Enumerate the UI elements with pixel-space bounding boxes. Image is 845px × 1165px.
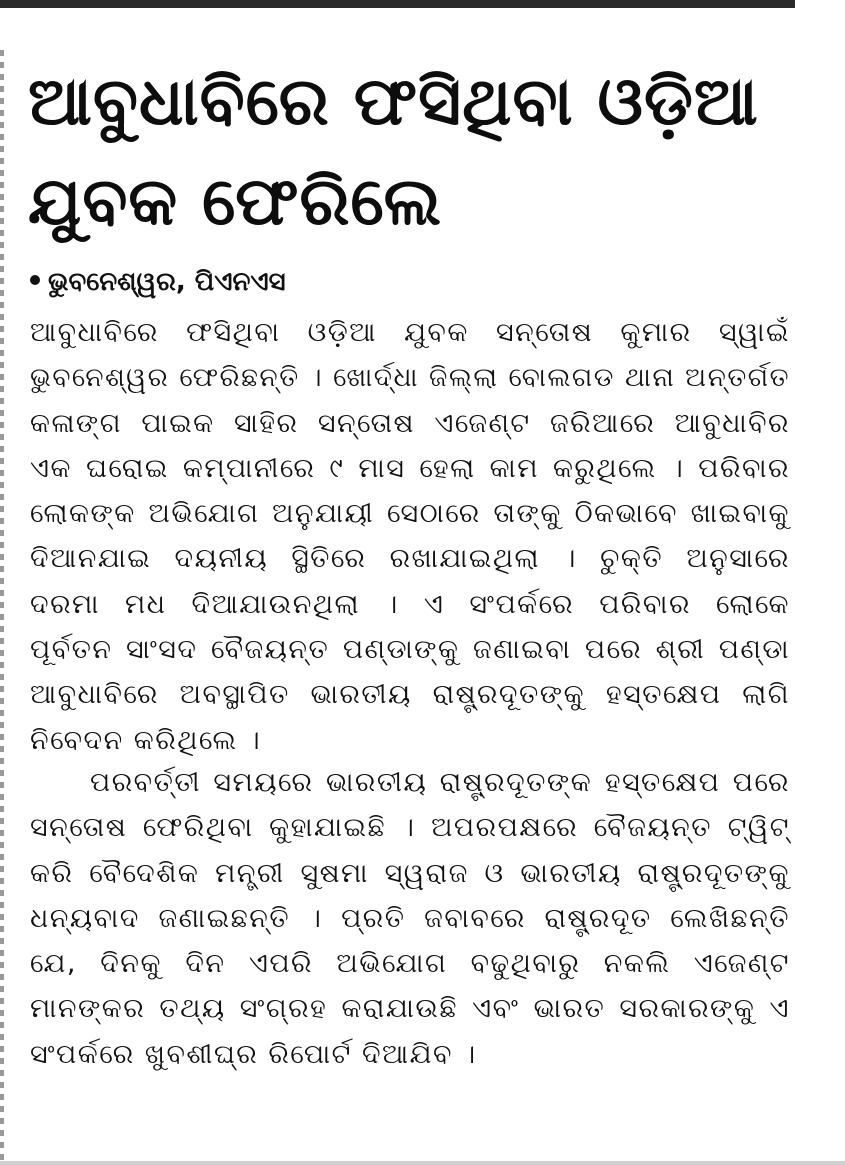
text-line: କରି ବୈଦେଶିକ ମନ୍ତ୍ରୀ ସୁଷମା ସ୍ୱରାଜ ଓ ଭାରତୀୟ ରାଷ୍ଟ୍ରଦୂତଙ୍କୁ [30,857,790,889]
dateline [30,264,286,300]
text-line: ଆବୁଧାବିରେ ଫସିଥିବା ଓଡ଼ିଆ ଯୁବକ ସନ୍ତୋଷ କୁମାର ସ୍ୱାଇଁ [30,317,790,348]
text-line: ଦରମା ମଧ ଦିଆଯାଉନଥିଲା । ଏ ସଂପର୍କରେ ପରିବାର ଲୋକେ [30,588,790,620]
text-line: ଲୋକଙ୍କ ଅଭିଯୋଗ ଅନୁଯାୟୀ ସେଠାରେ ତାଙ୍କୁ ଠିକଭାବେ ଖାଇବାକୁ [30,498,790,530]
text-line: ନିବେଦନ କରିଥିଲେ । [30,724,262,756]
article-paragraph-2 [30,760,790,1077]
top-rule [0,0,795,8]
bullet-icon [30,275,40,285]
text-line: ଭୁବନେଶ୍ୱର ଫେରିଛନ୍ତି । ଖୋର୍ଦ୍ଧା ଜିଲ୍ଲା ବୋଲଗଡ ଥାନା ଅନ୍ତର୍ଗତ [30,362,790,394]
text-line: ଏକ ଘରୋଇ କମ୍ପାନୀରେ ୯ ମାସ ହେଲା କାମ କରୁଥିଲେ । ପରିବାର [30,452,790,484]
text-line: ଦିଆନଯାଇ ଦୟନୀୟ ସ୍ଥିତିରେ ରଖାଯାଇଥିଲା । ଚୁକ୍ତି ଅନୁସାରେ [30,543,790,575]
text-line: ସନ୍ତୋଷ ଫେରିଥିବା କୁହାଯାଇଛି । ଅପରପକ୍ଷରେ ବୈଜୟନ୍ତ ଟ୍ୱିଟ୍ [30,812,790,844]
article-paragraph-1 [30,310,790,763]
bottom-rule [0,1161,845,1165]
headline-line-2: ଯୁବକ ଫେରିଲେ [28,163,443,240]
text-line: କଳାଙ୍ଗ ପାଇକ ସାହିର ସନ୍ତୋଷ ଏଜେଣ୍ଟ ଜରିଆରେ ଆବୁଧାବିର [30,407,790,439]
headline [28,52,818,252]
text-line: ପରବର୍ତ୍ତୀ ସମୟରେ ଭାରତୀୟ ରାଷ୍ଟ୍ରଦୂତଙ୍କ ହସ୍ତକ୍ଷେପ ପରେ [90,767,790,798]
headline-line-1: ଆବୁଧାବିରେ ଫସିଥିବା ଓଡ଼ିଆ [28,63,759,140]
text-line: ଆବୁଧାବିରେ ଅବସ୍ଥାପିତ ଭାରତୀୟ ରାଷ୍ଟ୍ରଦୂତଙ୍କୁ ହସ୍ତକ୍ଷେପ ଲାଗି [30,679,790,711]
text-line: ଧନ୍ୟବାଦ ଜଣାଇଛନ୍ତି । ପ୍ରତି ଜବାବରେ ରାଷ୍ଟ୍ରଦୂତ ଲେଖିଛନ୍ତି [30,902,790,934]
column-rule [0,50,4,1160]
dateline-text: ଭୁବନେଶ୍ୱର, ପିଏନଏସ [48,267,286,297]
text-line: ଯେ, ଦିନକୁ ଦିନ ଏପରି ଅଭିଯୋଗ ବଢୁଥିବାରୁ ନକଲି ଏଜେଣ୍ଟ [30,948,790,980]
text-line: ମାନଙ୍କର ତଥ୍ୟ ସଂଗ୍ରହ କରାଯାଉଛି ଏବଂ ଭାରତ ସରକାରଙ୍କୁ ଏ [30,993,790,1025]
text-line: ସଂପର୍କରେ ଖୁବଶୀଘ୍ର ରିପୋର୍ଟ ଦିଆଯିବ । [30,1038,477,1070]
text-line: ପୂର୍ବତନ ସାଂସଦ ବୈଜୟନ୍ତ ପଣ୍ଡାଙ୍କୁ ଜଣାଇବା ପରେ ଶ୍ରୀ ପଣ୍ଡା [30,634,790,666]
